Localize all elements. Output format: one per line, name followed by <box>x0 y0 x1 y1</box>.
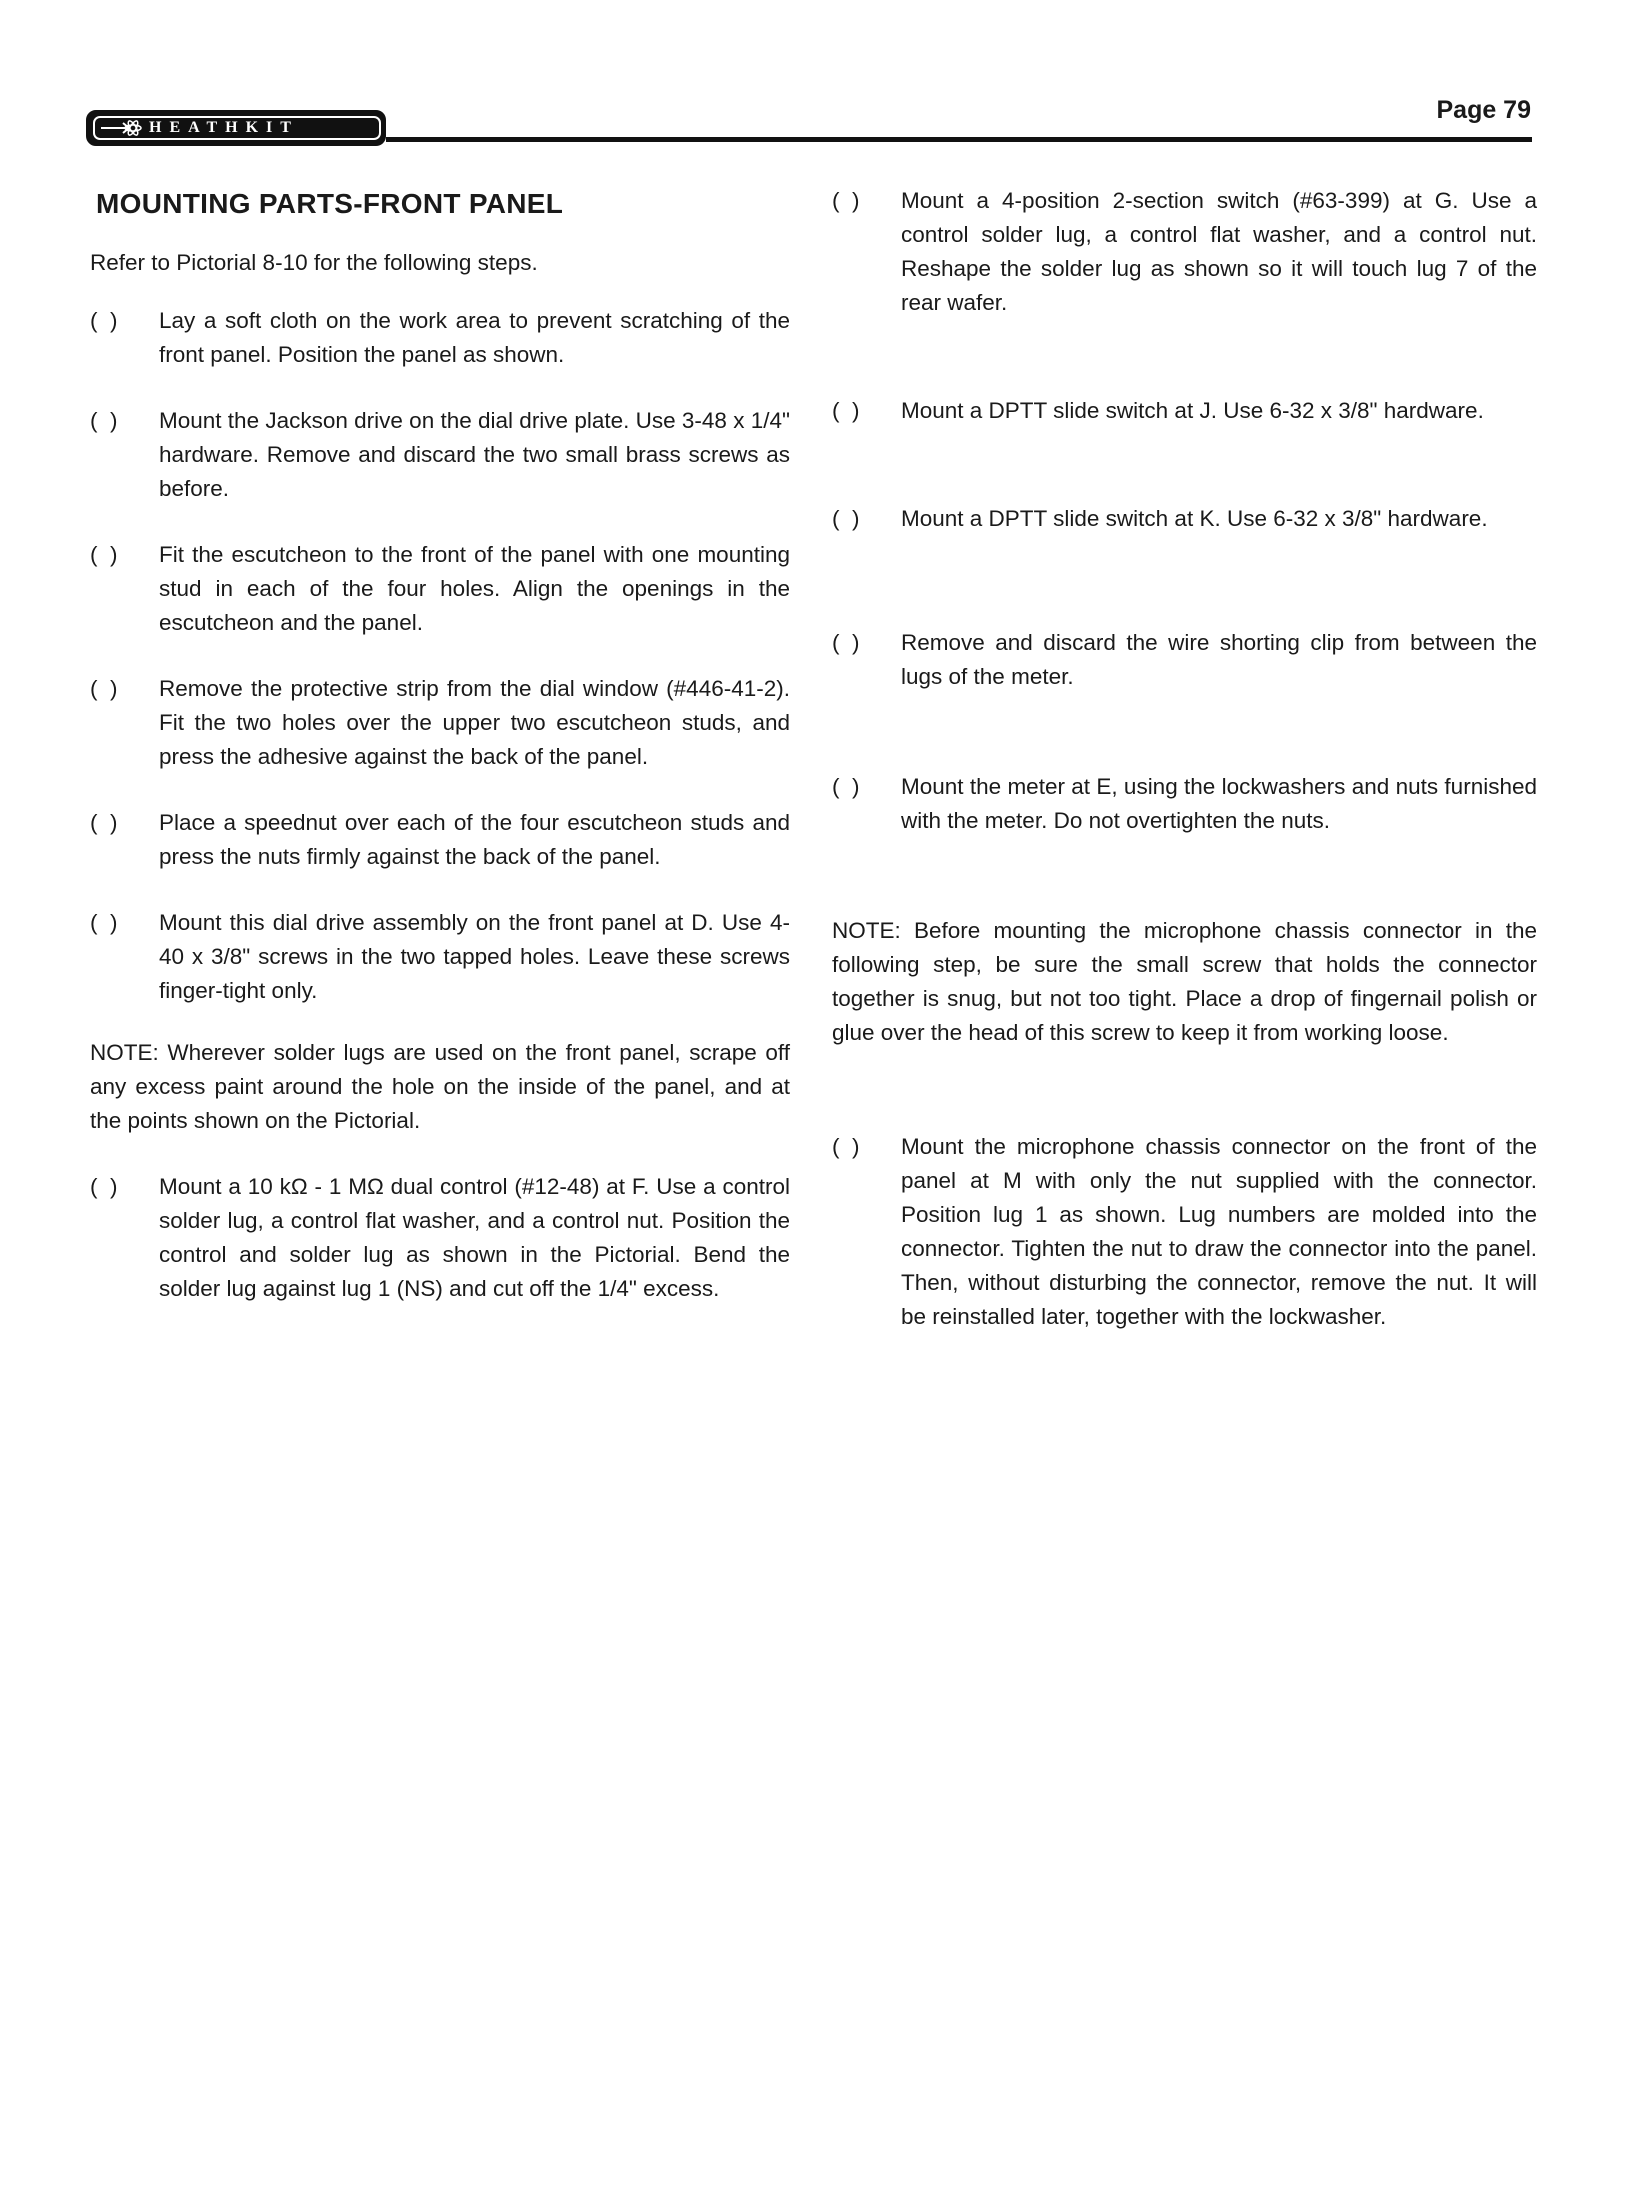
step-text: Fit the escutcheon to the front of the panel with one mounting stud in each of the four holes. Align the openings in the escutcheon and the panel. <box>159 542 790 635</box>
page-number: Page 79 <box>1436 96 1531 124</box>
step-checkbox[interactable]: ( ) <box>90 810 118 835</box>
step-checkbox[interactable]: ( ) <box>832 630 860 655</box>
step-checkbox[interactable]: ( ) <box>90 308 118 333</box>
step-text: Place a speednut over each of the four escutcheon studs and press the nuts firmly against the back of the panel. <box>159 810 790 869</box>
step-text: Mount a 10 kΩ - 1 MΩ dual control (#12-48) at F. Use a control solder lug, a control flat washer, and a control nut. Position the control and solder lug as shown in the Pictorial. Bend the solder lug against lug 1 (NS) and cut off the 1/4" excess. <box>159 1174 790 1301</box>
note-text: NOTE: Before mounting the microphone chassis connector in the following step, be sure the small screw that holds the connector together is snug, but not too tight. Place a drop of fingernail polish or glue over the head of this screw to keep it from working loose. <box>832 918 1537 1045</box>
note-text: NOTE: Wherever solder lugs are used on the front panel, scrape off any excess paint around the hole on the inside of the panel, and at the points shown on the Pictorial. <box>90 1040 790 1133</box>
step-text: Mount the microphone chassis connector on the front of the panel at M with only the nut supplied with the connector. Position lug 1 as shown. Lug numbers are molded into the connector. Tighten the nut to draw the connector into the panel. Then, without disturbing the connector, remove the nut. It will be reinstalled later, together with the lockwasher. <box>901 1134 1537 1329</box>
section-heading: MOUNTING PARTS-FRONT PANEL <box>96 188 564 219</box>
step-item <box>90 1170 790 1306</box>
step-item <box>90 806 790 874</box>
atom-arrow-icon <box>95 118 149 138</box>
step-item <box>90 672 790 774</box>
left-column <box>90 180 790 1306</box>
step-item <box>90 404 790 506</box>
step-item <box>832 1130 1537 1334</box>
step-item <box>832 184 1537 320</box>
step-checkbox[interactable]: ( ) <box>90 542 118 567</box>
step-item <box>832 394 1537 428</box>
right-column <box>832 180 1537 1334</box>
header-rule <box>386 137 1532 142</box>
step-checkbox[interactable]: ( ) <box>832 774 860 799</box>
step-checkbox[interactable]: ( ) <box>832 398 860 423</box>
step-item <box>832 626 1537 694</box>
step-text: Remove and discard the wire shorting clip from between the lugs of the meter. <box>901 630 1537 689</box>
step-text: Mount a DPTT slide switch at K. Use 6-32 x 3/8" hardware. <box>901 506 1488 531</box>
heathkit-logo <box>86 110 386 146</box>
brand-name: HEATHKIT <box>149 119 299 136</box>
step-text: Mount this dial drive assembly on the front panel at D. Use 4-40 x 3/8" screws in the two tapped holes. Leave these screws finger-tight only. <box>159 910 790 1003</box>
step-checkbox[interactable]: ( ) <box>90 910 118 935</box>
step-text: Lay a soft cloth on the work area to prevent scratching of the front panel. Position the panel as shown. <box>159 308 790 367</box>
step-checkbox[interactable]: ( ) <box>90 408 118 433</box>
step-text: Mount the Jackson drive on the dial drive plate. Use 3-48 x 1/4" hardware. Remove and discard the two small brass screws as before. <box>159 408 790 501</box>
step-checkbox[interactable]: ( ) <box>90 676 118 701</box>
step-item <box>90 538 790 640</box>
step-item <box>832 770 1537 838</box>
step-text: Remove the protective strip from the dial window (#446-41-2). Fit the two holes over the upper two escutcheon studs, and press the adhesive against the back of the panel. <box>159 676 790 769</box>
step-item <box>90 906 790 1008</box>
step-checkbox[interactable]: ( ) <box>832 506 860 531</box>
step-checkbox[interactable]: ( ) <box>832 188 860 213</box>
step-text: Mount a DPTT slide switch at J. Use 6-32 x 3/8" hardware. <box>901 398 1484 423</box>
step-item <box>90 304 790 372</box>
step-text: Mount the meter at E, using the lockwashers and nuts furnished with the meter. Do not overtighten the nuts. <box>901 774 1537 833</box>
step-checkbox[interactable]: ( ) <box>90 1174 118 1199</box>
step-item <box>832 502 1537 536</box>
intro-text: Refer to Pictorial 8-10 for the following steps. <box>90 250 538 275</box>
step-checkbox[interactable]: ( ) <box>832 1134 860 1159</box>
step-text: Mount a 4-position 2-section switch (#63-399) at G. Use a control solder lug, a control flat washer, and a control nut. Reshape the solder lug as shown so it will touch lug 7 of the rear wafer. <box>901 188 1537 315</box>
